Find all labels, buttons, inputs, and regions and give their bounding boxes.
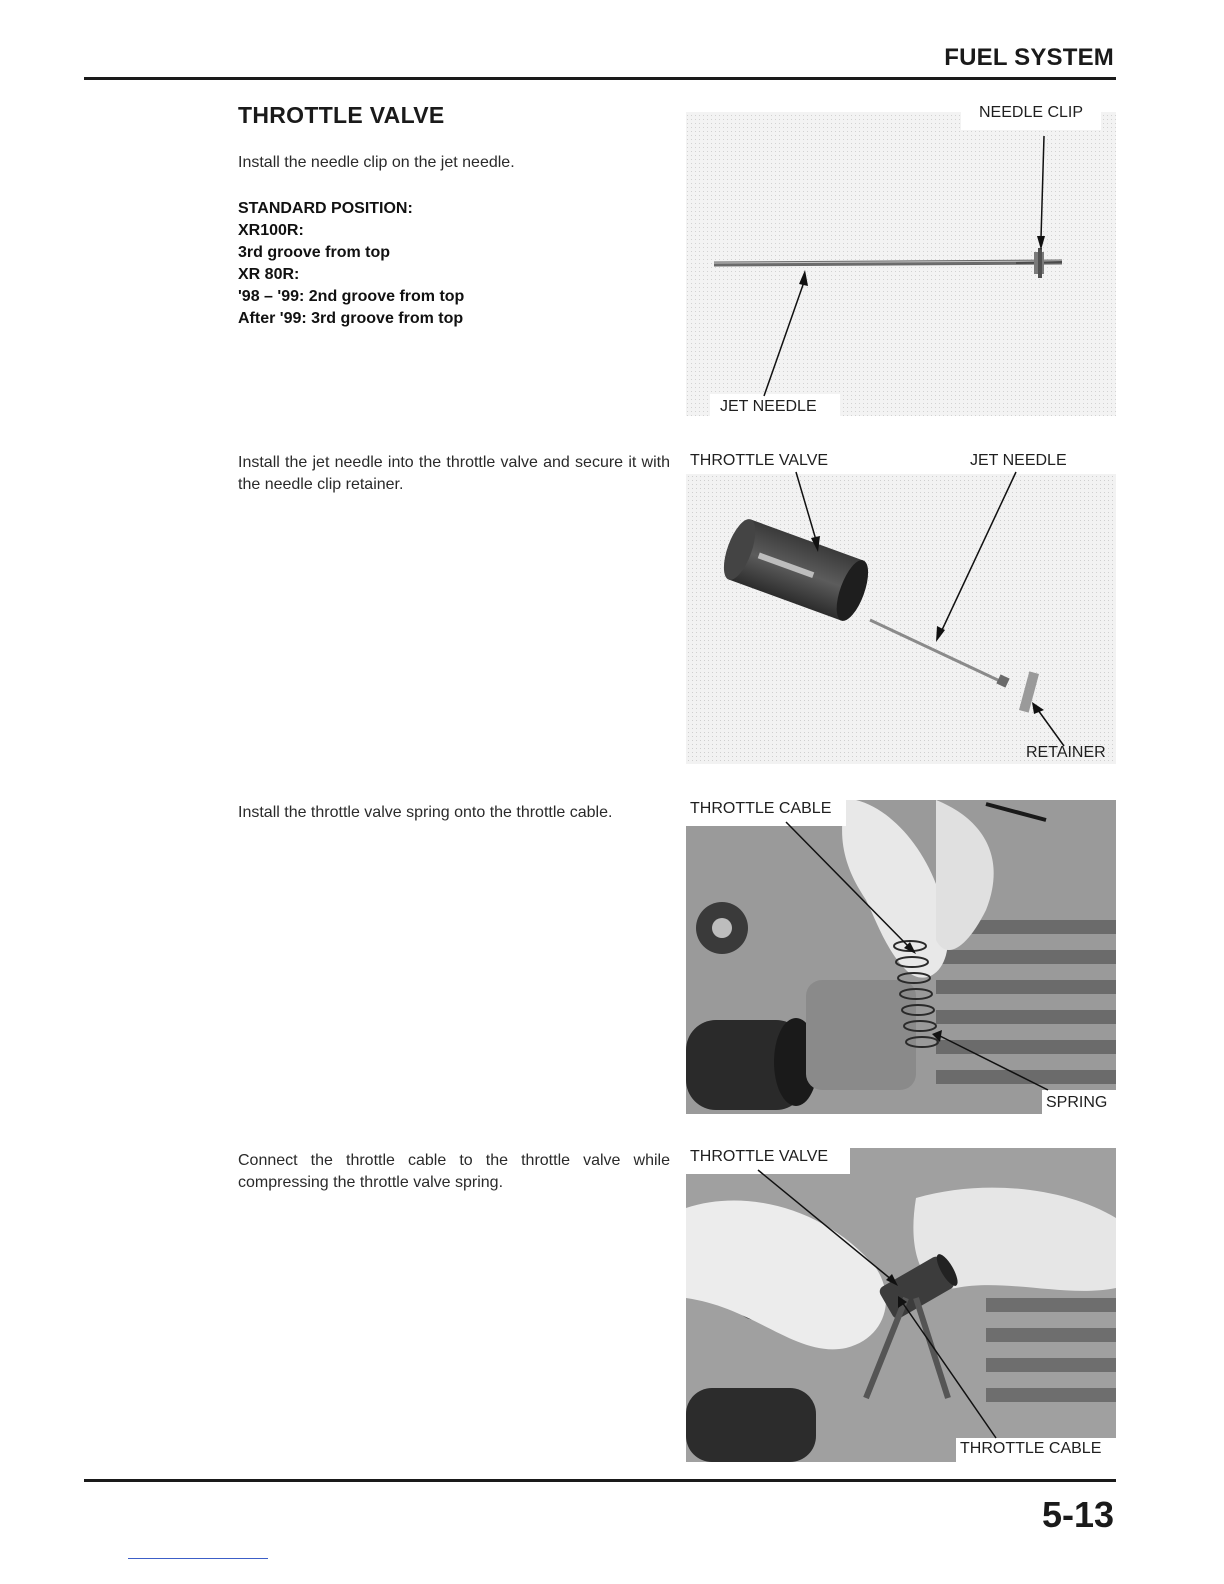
instruction-step-4: Connect the throttle cable to the throttle valve while compressing the throttle valve spring. (238, 1152, 670, 1191)
callout-throttle-cable: THROTTLE CABLE (690, 800, 832, 817)
footer-rule (84, 1479, 1116, 1482)
spec-line: '98 – '99: 2nd groove from top (238, 288, 465, 305)
connect-cable-photo (686, 1148, 1116, 1462)
spec-line: After '99: 3rd groove from top (238, 310, 464, 327)
page-title: THROTTLE VALVE (238, 102, 445, 128)
spec-line: XR 80R: (238, 266, 300, 283)
callout-throttle-cable: THROTTLE CABLE (960, 1440, 1102, 1457)
callout-jet-needle: JET NEEDLE (720, 398, 817, 415)
instruction-step-3: Install the throttle valve spring onto the throttle cable. (238, 804, 613, 821)
spec-label: STANDARD POSITION: (238, 200, 413, 217)
standard-position-spec (238, 198, 464, 330)
figure-needle-clip (686, 98, 1116, 420)
figure-throttle-spring (686, 800, 1116, 1114)
callout-throttle-valve: THROTTLE VALVE (690, 1148, 829, 1165)
header-rule (84, 77, 1116, 80)
spec-line: XR100R: (238, 222, 304, 239)
needle-clip-photo (686, 98, 1116, 420)
spec-line: 3rd groove from top (238, 244, 391, 261)
instruction-step-1: Install the needle clip on the jet needle. (238, 154, 515, 171)
link-underline (128, 1558, 268, 1559)
figure-connect-cable (686, 1148, 1116, 1462)
section-header: FUEL SYSTEM (944, 44, 1114, 71)
callout-needle-clip: NEEDLE CLIP (979, 104, 1084, 121)
throttle-spring-photo (686, 800, 1116, 1114)
callout-spring: SPRING (1046, 1094, 1108, 1111)
callout-jet-needle: JET NEEDLE (970, 452, 1067, 469)
instruction-step-2: Install the jet needle into the throttle valve and secure it with the needle clip retainer. (238, 454, 670, 493)
figure-throttle-valve-assembly (686, 450, 1116, 768)
throttle-valve-assembly-photo (686, 450, 1116, 768)
page-number: 5-13 (1041, 1494, 1114, 1535)
callout-retainer: RETAINER (1026, 744, 1106, 761)
callout-throttle-valve: THROTTLE VALVE (690, 452, 829, 469)
